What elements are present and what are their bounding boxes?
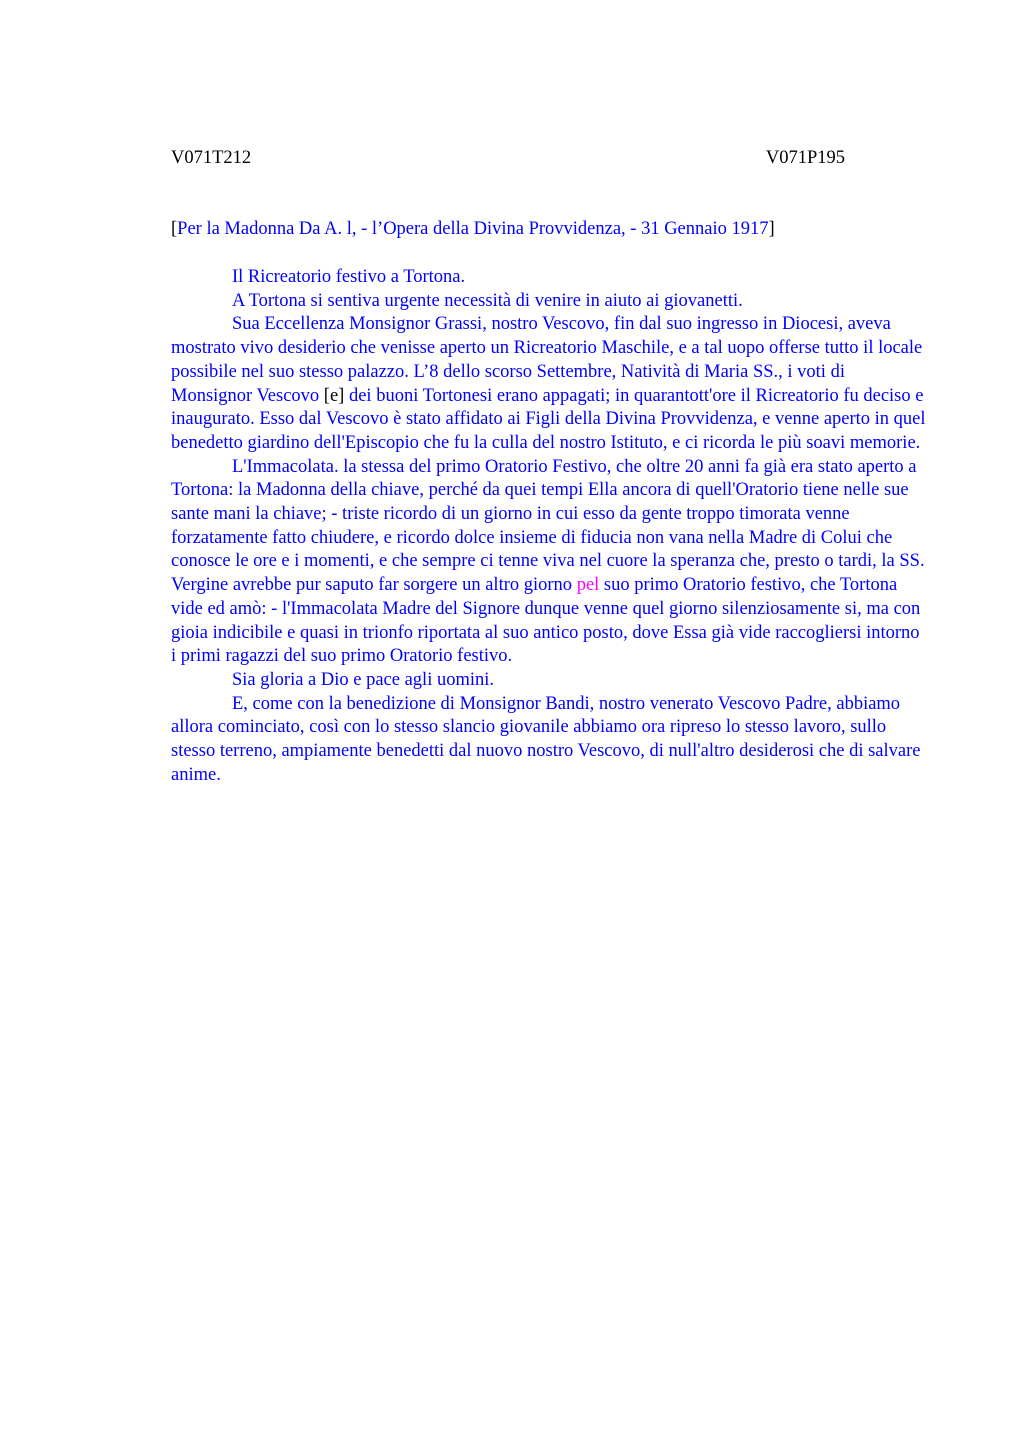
paragraph-immacolata-text-b: suo primo Oratorio festivo, che Tortona vide ed amò: - l'Immacolata Madre del Signore dunque venne quel giorno silenziosamente si, ma con gioia indicibile e quasi in trionfo riportata al suo antico posto, dove Essa già vide raccogliersi intorno i primi ragazzi del suo primo Oratorio festivo. bbox=[171, 575, 921, 667]
highlighted-word: pel bbox=[576, 575, 600, 596]
document-header bbox=[171, 146, 845, 170]
document-code-right: V071P195 bbox=[765, 148, 845, 168]
paragraph-closing: E, come con la benedizione di Monsignor Bandi, nostro venerato Vescovo Padre, abbiamo allora cominciato, così con lo stesso slancio giovanile abbiamo ora ripreso lo stesso lavoro, sullo stesso terreno, ampiamente benedetti dal nuovo nostro Vescovo, di null'altro desiderosi che di salvare anime. bbox=[171, 693, 921, 785]
document-body bbox=[171, 266, 929, 787]
editorial-insertion: [e] bbox=[323, 385, 345, 406]
paragraph-bishop-text-b: dei buoni Tortonesi erano appagati; in quarantott'ore il Ricreatorio fu deciso e inaugurato. Esso dal Vescovo è stato affidato ai Figli della Divina Provvidenza, e venne aperto in quel benedetto giardino dell'Episcopio che fu la culla del nostro Istituto, e ci ricorda le più soavi memorie. bbox=[171, 385, 926, 453]
paragraph-immacolata-text-a: L'Immacolata. la stessa del primo Oratorio Festivo, che oltre 20 anni fa già era stato aperto a Tortona: la Madonna della chiave, perché da quei tempi Ella ancora di quell'Oratorio tiene nelle sue sante mani la chiave; - triste ricordo di un giorno in cui esso da gente troppo timorata venne forzatamente fatto chiudere, e ricordo dolce insieme di fiducia non vana nella Madre di Colui che conosce le ore e i momenti, e che sempre ci tenne viva nel cuore la speranza che, presto o tardi, la SS. Vergine avrebbe pur saputo far sorgere un altro giorno bbox=[171, 456, 925, 596]
heading-bracket-close: ] bbox=[768, 219, 775, 239]
document-heading bbox=[171, 217, 775, 241]
paragraph-intro: A Tortona si sentiva urgente necessità di venire in aiuto ai giovanetti. bbox=[232, 290, 743, 311]
paragraph-bishop-text-a: Sua Eccellenza Monsignor Grassi, nostro Vescovo, fin dal suo ingresso in Diocesi, aveva mostrato vivo desiderio che venisse aperto un Ricreatorio Maschile, e a tal uopo offerse tutto il locale possibile nel suo stesso palazzo. L’8 dello scorso Settembre, Natività di Maria SS., i voti di Monsignor Vescovo bbox=[171, 314, 923, 406]
document-page bbox=[171, 0, 931, 1450]
heading-title: Per la Madonna Da A. l, - l’Opera della Divina Provvidenza, - 31 Gennaio 1917 bbox=[177, 219, 769, 239]
paragraph-immacolata bbox=[171, 456, 929, 669]
paragraph-title: Il Ricreatorio festivo a Tortona. bbox=[232, 267, 466, 287]
document-code-left: V071T212 bbox=[171, 148, 252, 168]
paragraph-bishop bbox=[171, 313, 929, 455]
heading-bracket-open: [ bbox=[171, 219, 178, 239]
paragraph-gloria: Sia gloria a Dio e pace agli uomini. bbox=[232, 669, 495, 690]
